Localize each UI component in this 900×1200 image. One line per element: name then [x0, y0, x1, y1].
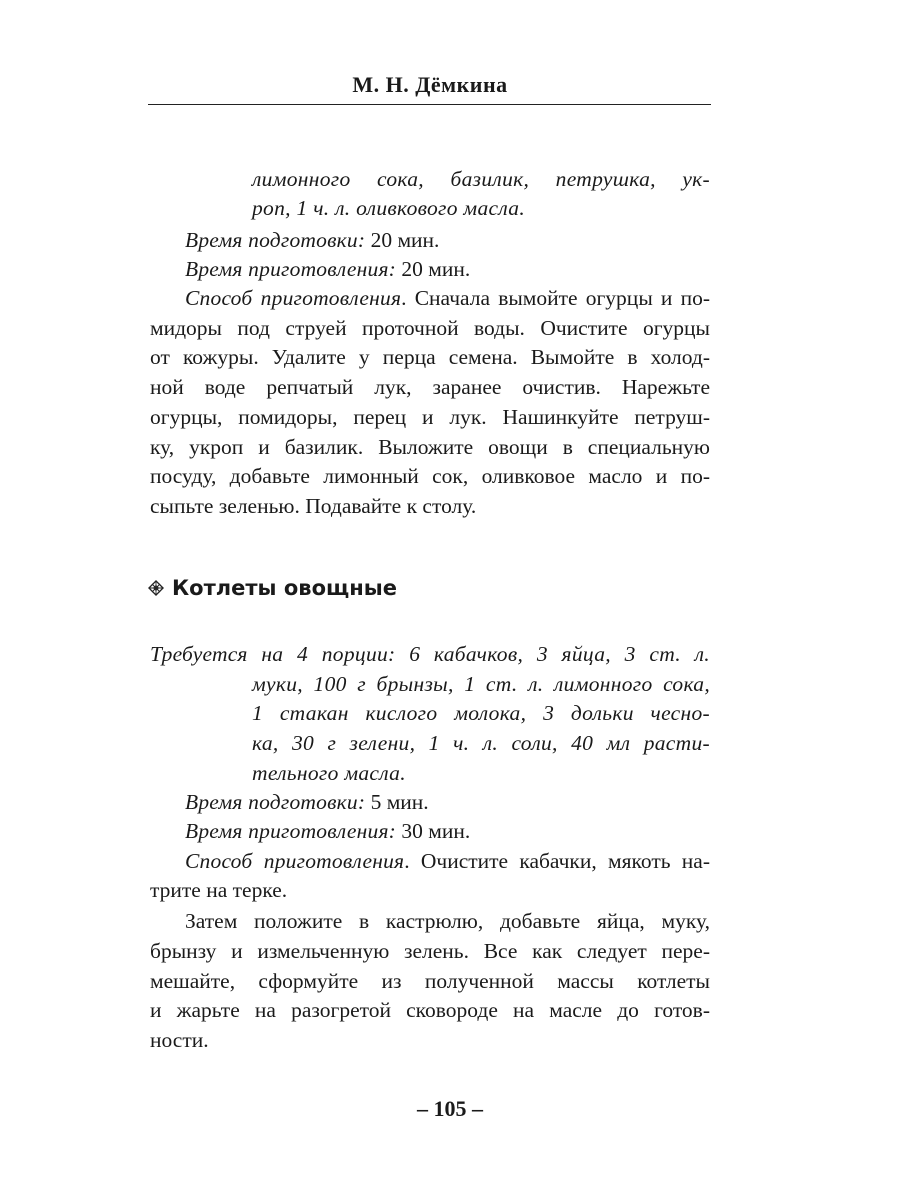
- prep-time: [185, 226, 710, 254]
- ingredients-line: тельного масла.: [252, 761, 406, 785]
- method-line: посуду, добавьте лимонный сок, оливковое масло и по-: [150, 464, 710, 488]
- method-line: ной воде репчатый лук, заранее очистив. Нарежьте: [150, 375, 710, 399]
- paragraph-line: и жарьте на разогретой сковороде на масле до готов-: [150, 998, 710, 1022]
- requires-label: Требуется: [150, 642, 248, 666]
- method-line: трите на терке.: [150, 878, 288, 902]
- prep-time-value: 5 мин.: [365, 790, 429, 814]
- cook-time: [185, 817, 710, 845]
- method-line: сыпьте зеленью. Подавайте к столу.: [150, 494, 477, 518]
- ingredients-line: лимонного сока, базилик, петрушка, ук-: [252, 167, 710, 191]
- prep-time-label: Время подготовки:: [185, 790, 366, 814]
- paragraph-line: ности.: [150, 1028, 209, 1052]
- header-rule: [148, 104, 711, 105]
- ingredients-line: роп, 1 ч. л. оливкового масла.: [252, 196, 526, 220]
- method-line: от кожуры. Удалите у перца семена. Вымойте в холод-: [150, 345, 710, 369]
- method-line: [185, 284, 710, 312]
- cook-time-label: Время приготовления:: [185, 257, 397, 281]
- paragraph-line: мешайте, сформуйте из полученной массы котлеты: [150, 969, 710, 993]
- paragraph-line: Затем положите в кастрюлю, добавьте яйца, муку,: [185, 909, 710, 933]
- prep-time-value: 20 мин.: [365, 228, 440, 252]
- ingredients-line: 1 стакан кислого молока, 3 дольки чесно-: [252, 701, 710, 725]
- method-text: . Сначала вымойте огурцы и по-: [401, 286, 710, 310]
- method-line: [185, 847, 710, 875]
- prep-time-label: Время подготовки:: [185, 228, 366, 252]
- prep-time: [185, 788, 710, 816]
- ingredients-line: муки, 100 г брынзы, 1 ст. л. лимонного сока,: [252, 672, 710, 696]
- cook-time: [185, 255, 710, 283]
- method-label: Способ приготовления: [185, 286, 402, 310]
- method-label: Способ приготовления: [185, 849, 405, 873]
- running-head-author: М. Н. Дёмкина: [352, 72, 508, 97]
- recipe-title-text: Котлеты овощные: [172, 576, 397, 600]
- ornament-icon: [148, 580, 164, 596]
- recipe-title: [148, 576, 397, 600]
- cook-time-value: 30 мин.: [396, 819, 471, 843]
- ingredients-line: [150, 640, 710, 668]
- method-text: . Очистите кабачки, мякоть на-: [404, 849, 710, 873]
- paragraph-line: брынзу и измельченную зелень. Все как следует пере-: [150, 939, 710, 963]
- cook-time-label: Время приготовления:: [185, 819, 397, 843]
- method-line: ку, укроп и базилик. Выложите овощи в специальную: [150, 435, 710, 459]
- page-number: – 105 –: [417, 1096, 483, 1121]
- ingredients-line: ка, 30 г зелени, 1 ч. л. соли, 40 мл расти-: [252, 731, 710, 755]
- ingredients-text: на 4 порции: 6 кабачков, 3 яйца, 3 ст. л.: [247, 642, 710, 666]
- cook-time-value: 20 мин.: [396, 257, 471, 281]
- method-line: мидоры под струей проточной воды. Очистите огурцы: [150, 316, 710, 340]
- method-line: огурцы, помидоры, перец и лук. Нашинкуйте петруш-: [150, 405, 710, 429]
